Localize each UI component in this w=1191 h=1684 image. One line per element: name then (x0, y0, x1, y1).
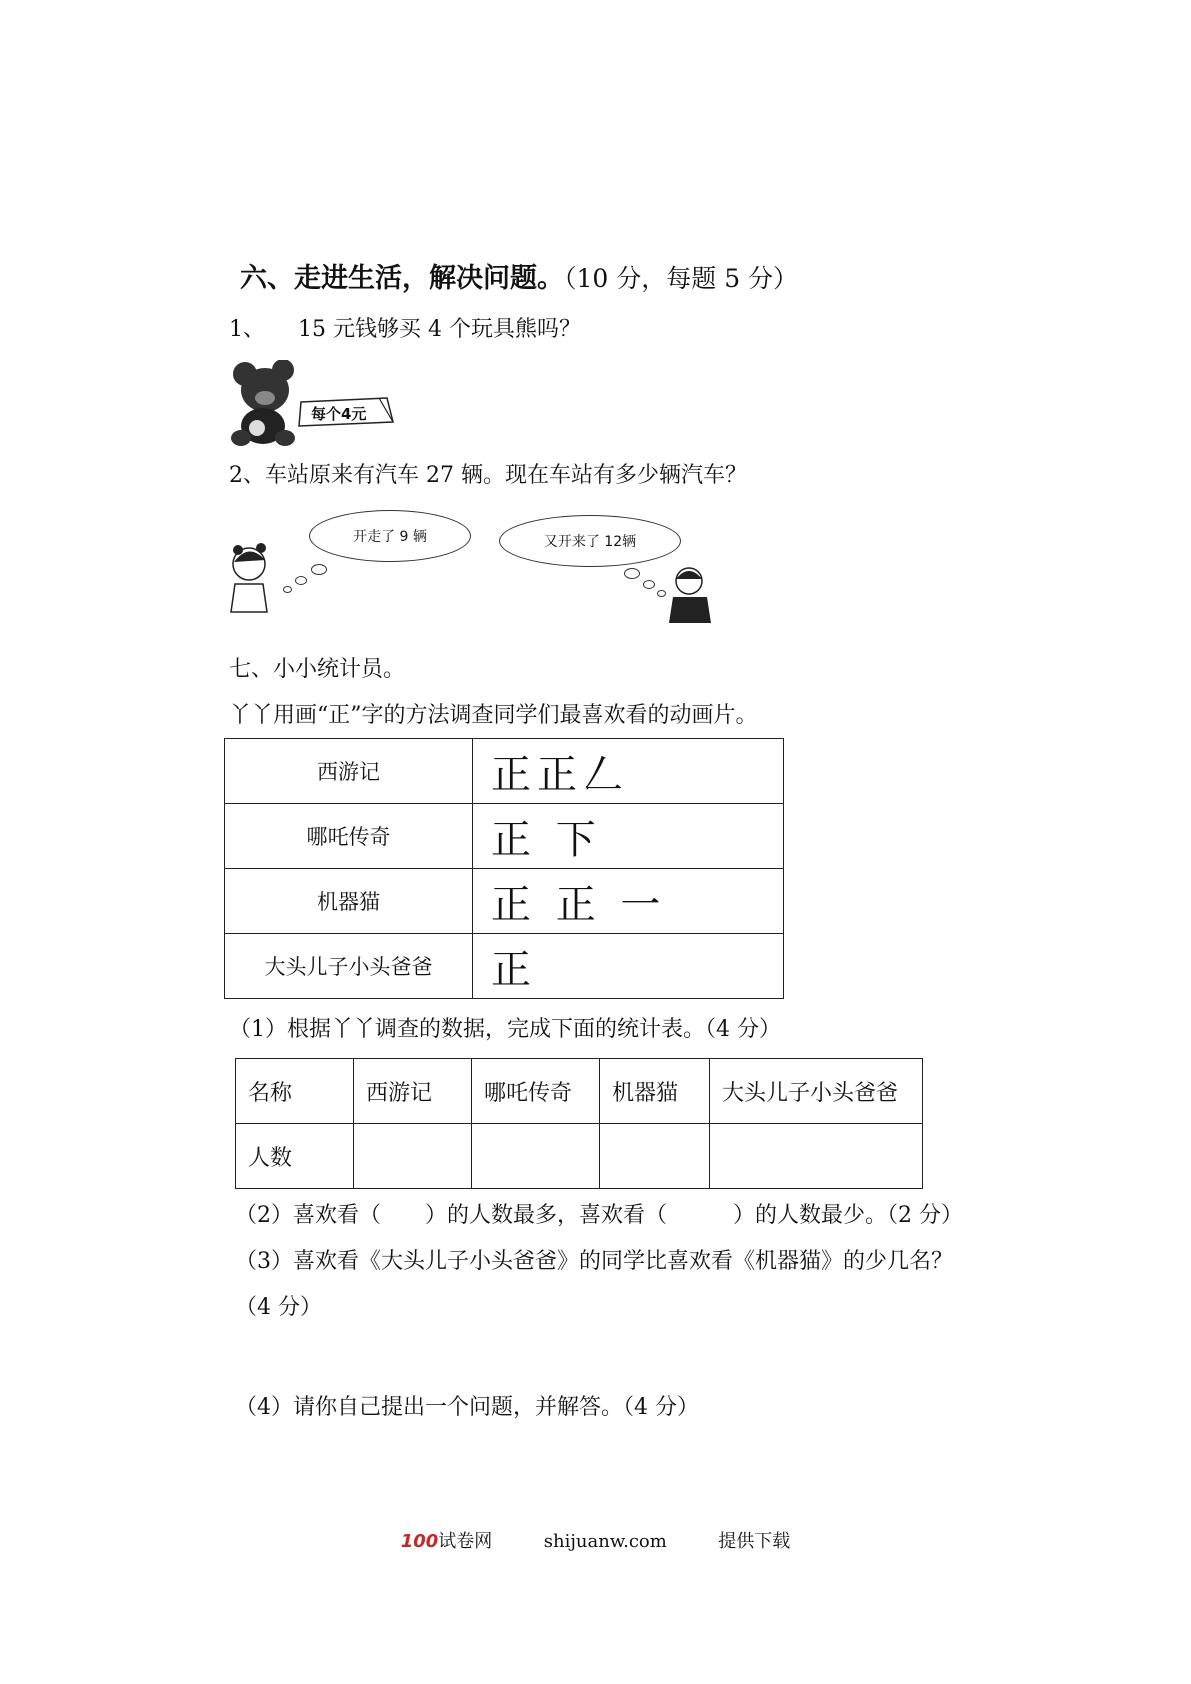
table-row (236, 1059, 923, 1124)
tally-name: 大头儿子小头爸爸 (225, 934, 473, 999)
price-tag-label: 每个4元 (311, 405, 367, 423)
section-7-q4: （4）请你自己提出一个问题，并解答。（4 分） (235, 1395, 699, 1420)
thought-dot (283, 586, 292, 593)
thought-dot (624, 568, 640, 579)
tally-name: 机器猫 (225, 869, 473, 934)
bubble-right-text: 又开来了 12辆 (543, 534, 637, 550)
site-domain[interactable]: shijuanw.com (543, 1531, 667, 1552)
teddy-bear-icon (229, 360, 399, 448)
section-7-q1: （1）根据丫丫调查的数据，完成下面的统计表。（4 分） (229, 1017, 781, 1042)
thought-dot (311, 564, 327, 575)
stat-answer-cell[interactable] (354, 1124, 472, 1189)
section-7-q2: （2）喜欢看（ ）的人数最多，喜欢看（ ）的人数最少。（2 分） (235, 1203, 963, 1228)
stat-table (235, 1058, 923, 1189)
stat-header-cell: 名称 (236, 1059, 354, 1124)
tally-name: 西游记 (225, 739, 473, 804)
tally-marks: 正正𠃋 (473, 739, 784, 804)
stat-header-cell: 哪吒传奇 (472, 1059, 600, 1124)
question-1: 1、 15 元钱够买 4 个玩具熊吗？ (229, 317, 581, 342)
stat-answer-cell[interactable] (600, 1124, 710, 1189)
table-row (225, 934, 784, 999)
table-row (236, 1124, 923, 1189)
stat-row-label: 人数 (236, 1124, 354, 1189)
stat-header-cell: 西游记 (354, 1059, 472, 1124)
girl-icon (229, 540, 289, 620)
bus-station-image (229, 510, 709, 625)
section-7-title: 七、小小统计员。 (229, 657, 406, 682)
thought-dot (657, 590, 666, 597)
section-6-score: （10 分，每题 5 分） (564, 264, 799, 293)
section-7-q3-score: （4 分） (235, 1295, 322, 1320)
thought-dot (295, 576, 307, 585)
site-logo: 100 (400, 1531, 439, 1552)
tally-marks: 正 下 (473, 804, 784, 869)
boy-icon (667, 565, 717, 625)
tally-marks: 正 正 一 (473, 869, 784, 934)
table-row (225, 739, 784, 804)
tally-marks: 正 (473, 934, 784, 999)
tally-table (224, 738, 784, 999)
section-6-title (240, 256, 798, 295)
footer (0, 1527, 1191, 1553)
tally-name: 哪吒传奇 (225, 804, 473, 869)
bubble-left (309, 510, 471, 562)
bubble-right (499, 515, 681, 567)
stat-header-cell: 大头儿子小头爸爸 (710, 1059, 923, 1124)
thought-dot (643, 580, 655, 589)
teddy-bear-image (229, 360, 399, 448)
site-name: 试卷网 (438, 1531, 493, 1552)
table-row (225, 804, 784, 869)
stat-answer-cell[interactable] (472, 1124, 600, 1189)
section-7-q3: （3）喜欢看《大头儿子小头爸爸》的同学比喜欢看《机器猫》的少几名？ (235, 1249, 953, 1274)
section-7-intro: 丫丫用画“正”字的方法调查同学们最喜欢看的动画片。 (229, 703, 758, 728)
stat-header-cell: 机器猫 (600, 1059, 710, 1124)
footer-note: 提供下载 (718, 1531, 791, 1552)
bubble-left-text: 开走了 9 辆 (353, 529, 427, 545)
table-row (225, 869, 784, 934)
stat-answer-cell[interactable] (710, 1124, 923, 1189)
question-2: 2、车站原来有汽车 27 辆。现在车站有多少辆汽车？ (229, 463, 747, 488)
section-6-heading: 六、走进生活，解决问题。 (240, 263, 564, 294)
